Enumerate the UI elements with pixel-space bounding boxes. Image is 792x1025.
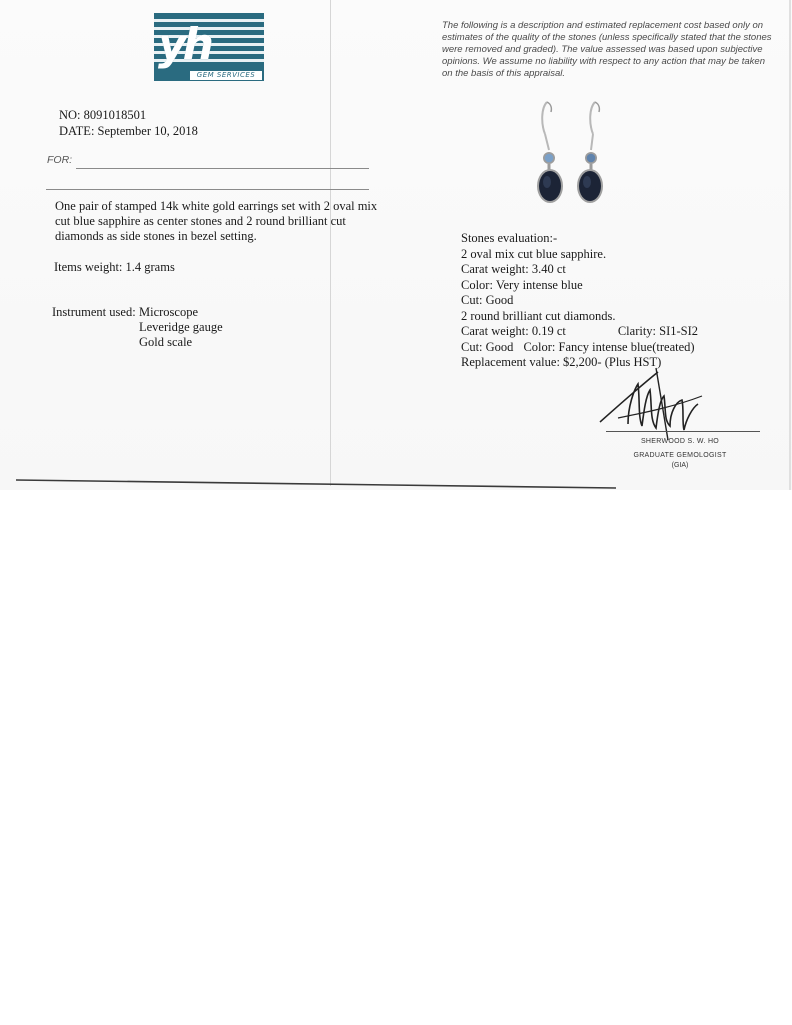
signature <box>598 366 708 446</box>
appraisal-number: NO: 8091018501 <box>59 108 147 122</box>
divider-line <box>46 189 369 190</box>
instrument-label: Instrument used: <box>52 305 136 319</box>
sheet-bottom-edge <box>16 478 616 490</box>
logo-subtitle: GEM SERVICES <box>190 71 262 80</box>
diamond-cut-color-row <box>461 340 761 356</box>
earrings-photo <box>525 98 615 210</box>
instrument-item: Leveridge gauge <box>139 320 223 334</box>
items-weight: Items weight: 1.4 grams <box>54 260 175 274</box>
item-description: One pair of stamped 14k white gold earrings set with 2 oval mix cut blue sapphire as center stones and 2 round brilliant cut diamonds as side stones in bezel setting. <box>55 199 378 243</box>
diamond-cut: Cut: Good <box>461 339 514 354</box>
signatory-name: SHERWOOD S. W. HO <box>640 438 720 445</box>
sapphire-cut: Cut: Good <box>461 293 514 307</box>
instrument-item: Microscope <box>139 305 199 319</box>
diamond-carat: Carat weight: 0.19 ct <box>461 324 566 338</box>
disclaimer-text: The following is a description and estimated replacement cost based only on estimates of the quality of the stones (unless specifically stated that the stones were removed and graded). The value assessed was based upon subjective opinions. We assume no liability with respect to any action that may be taken on the basis of this appraisal. <box>442 20 772 79</box>
appraisal-date: DATE: September 10, 2018 <box>59 124 198 138</box>
for-label: FOR: <box>47 154 73 166</box>
for-field-line <box>76 168 369 169</box>
signatory-credential: (GIA) <box>671 462 689 469</box>
company-logo <box>154 13 264 81</box>
instrument-list <box>139 305 223 350</box>
stones-evaluation <box>461 231 761 371</box>
instrument-item: Gold scale <box>139 335 193 349</box>
logo-mark: yh <box>158 19 211 70</box>
replacement-value: Replacement value: $2,200- (Plus HST) <box>461 355 662 369</box>
sapphire-carat: Carat weight: 3.40 ct <box>461 262 566 276</box>
sapphire-color: Color: Very intense blue <box>461 277 583 292</box>
diamond-description: 2 round brilliant cut diamonds. <box>461 308 616 323</box>
sapphire-description: 2 oval mix cut blue sapphire. <box>461 246 607 261</box>
signatory-title: GRADUATE GEMOLOGIST <box>633 452 727 459</box>
evaluation-heading: Stones evaluation:- <box>461 231 558 245</box>
signature-line <box>606 431 760 432</box>
diamond-clarity: Clarity: SI1-SI2 <box>617 324 699 338</box>
page-edge <box>789 0 791 490</box>
diamond-color: Color: Fancy intense blue(treated) <box>523 339 695 354</box>
diamond-carat-clarity-row <box>461 324 761 340</box>
